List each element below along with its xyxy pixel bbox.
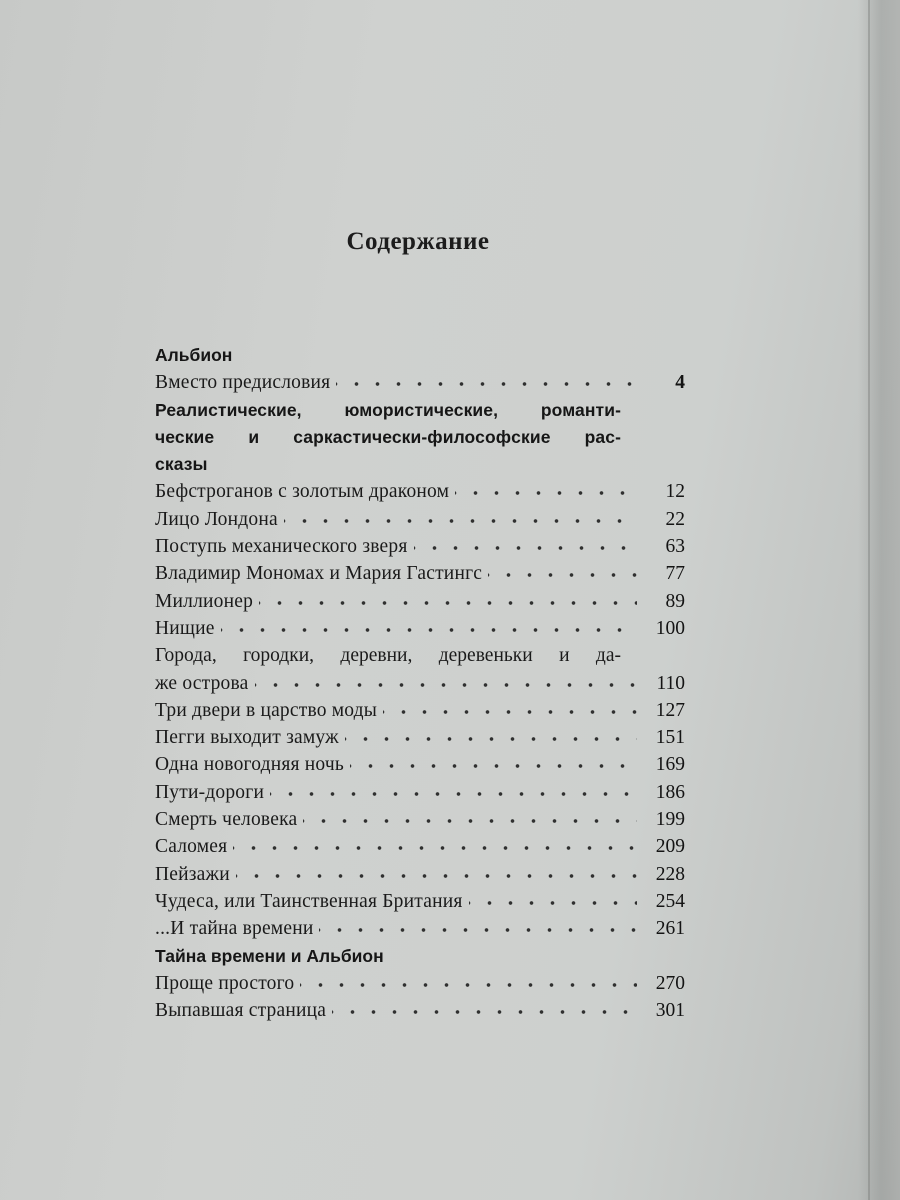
toc-entry-title: Лицо Лондона: [155, 508, 278, 530]
toc-entry-title: Вместо предисловия: [155, 372, 331, 394]
toc-entry-title: Чудеса, или Таинственная Британия: [155, 890, 463, 912]
toc-entry-page: 169: [655, 754, 685, 776]
toc-entry-page: 186: [655, 781, 685, 803]
toc-entry-title: Проще простого: [155, 972, 295, 994]
section-heading-line: ческие и саркастически-философские рас-: [155, 426, 621, 447]
toc-entry-page: 261: [655, 918, 685, 940]
toc-entry-page: 77: [665, 563, 685, 585]
toc-entry-title: Пегги выходит замуж: [155, 727, 339, 749]
toc-entry[interactable]: [155, 560, 685, 587]
section-heading-stories: [155, 397, 621, 479]
section-heading-line: Реалистические, юмористические, романти-: [155, 399, 621, 420]
dot-leader: [383, 707, 637, 717]
toc-entry-title: Бефстроганов с золотым драконом: [155, 481, 450, 503]
dot-leader: [488, 570, 637, 580]
page-edge-shadow: [858, 0, 900, 1200]
toc-entry-title: Пейзажи: [155, 863, 230, 885]
toc-entry-title: Смерть человека: [155, 809, 298, 831]
section-heading-time-mystery: Тайна времени и Альбион: [155, 945, 384, 966]
toc-entry-title: Поступь механического зверя: [155, 536, 408, 558]
toc-entry-title: Саломея: [155, 836, 228, 858]
dot-leader: [233, 843, 637, 853]
dot-leader: [345, 734, 637, 744]
toc-entry[interactable]: [155, 588, 685, 615]
toc-entry[interactable]: [155, 833, 685, 860]
table-of-contents: [155, 342, 685, 1024]
section-heading-albion: Альбион: [155, 345, 233, 365]
toc-entry-page: 301: [655, 1000, 685, 1022]
toc-entry-title: Выпавшая страница: [155, 1000, 327, 1022]
toc-entry[interactable]: [155, 533, 685, 560]
toc-entry-page: 63: [665, 536, 685, 558]
toc-entry-page: 209: [655, 836, 685, 858]
dot-leader: [221, 625, 637, 635]
dot-leader: [455, 488, 637, 498]
toc-entry-page: 100: [655, 617, 685, 639]
toc-entry[interactable]: [155, 506, 685, 533]
dot-leader: [319, 925, 637, 935]
toc-entry[interactable]: [155, 615, 685, 642]
dot-leader: [469, 898, 637, 908]
toc-entry-page: 22: [665, 508, 685, 530]
toc-entry-page: 254: [655, 890, 685, 912]
dot-leader: [236, 871, 637, 881]
toc-entry[interactable]: [155, 888, 685, 915]
dot-leader: [336, 379, 637, 389]
toc-entry[interactable]: [155, 751, 685, 778]
dot-leader: [255, 680, 637, 690]
toc-entry-page: 12: [665, 481, 685, 503]
toc-entry-title: Пути-дороги: [155, 781, 265, 803]
page-title: Содержание: [346, 228, 490, 255]
dot-leader: [270, 789, 637, 799]
dot-leader: [303, 816, 637, 826]
dot-leader: [332, 1007, 637, 1017]
toc-entry[interactable]: [155, 970, 685, 997]
toc-entry-page: 151: [655, 727, 685, 749]
toc-entry[interactable]: [155, 779, 685, 806]
toc-entry-page: 228: [655, 863, 685, 885]
toc-entry-page: 270: [655, 972, 685, 994]
dot-leader: [300, 980, 637, 990]
dot-leader: [284, 516, 637, 526]
toc-entry-title: Три двери в царство моды: [155, 699, 378, 721]
dot-leader: [259, 598, 637, 608]
toc-entry-title: Владимир Мономах и Мария Гастингс: [155, 563, 483, 585]
page-edge-line: [868, 0, 870, 1200]
toc-entry[interactable]: [155, 806, 685, 833]
dot-leader: [414, 543, 638, 553]
toc-entry-title: ...И тайна времени: [155, 918, 314, 940]
toc-entry-title-line: же острова: [155, 672, 249, 694]
toc-entry[interactable]: [155, 997, 685, 1024]
toc-entry-page: 199: [655, 809, 685, 831]
dot-leader: [350, 761, 637, 771]
section-heading-line: сказы: [155, 454, 208, 475]
toc-entry[interactable]: [155, 369, 685, 396]
toc-entry[interactable]: [155, 724, 685, 751]
toc-entry-title: Миллионер: [155, 590, 254, 612]
toc-entry[interactable]: [155, 861, 685, 888]
toc-entry[interactable]: [155, 478, 685, 505]
toc-entry-page: 4: [675, 372, 685, 394]
toc-entry-title-continuation: [155, 670, 685, 697]
toc-entry-title-line: Города, городки, деревни, деревеньки и да-: [155, 645, 621, 667]
toc-entry-page: 127: [655, 699, 685, 721]
toc-entry-page: 89: [665, 590, 685, 612]
toc-entry[interactable]: [155, 915, 685, 942]
toc-entry-title: Нищие: [155, 617, 215, 639]
toc-entry[interactable]: [155, 642, 685, 697]
toc-entry-title: Одна новогодняя ночь: [155, 754, 344, 776]
toc-entry-page: 110: [656, 672, 685, 694]
toc-entry[interactable]: [155, 697, 685, 724]
